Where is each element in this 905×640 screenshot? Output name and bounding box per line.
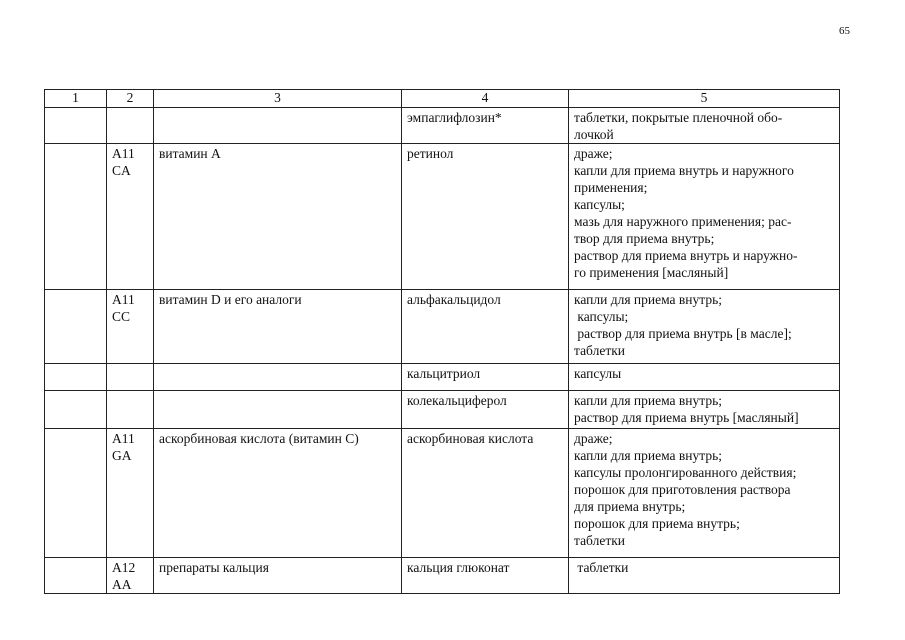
table-row bbox=[45, 429, 840, 558]
cell-col1 bbox=[45, 391, 107, 429]
cell-atc-code bbox=[107, 364, 154, 391]
form-line: таблетки bbox=[574, 560, 629, 575]
cell-group: аскорбиновая кислота (витамин С) bbox=[154, 429, 402, 558]
form-line: таблетки bbox=[574, 533, 626, 548]
cell-forms bbox=[569, 364, 840, 391]
cell-col1 bbox=[45, 558, 107, 594]
column-header-5: 5 bbox=[569, 90, 840, 108]
table-row bbox=[45, 290, 840, 364]
cell-forms bbox=[569, 108, 840, 144]
form-line: капсулы; bbox=[574, 197, 625, 212]
cell-drug-name: эмпаглифлозин* bbox=[402, 108, 569, 144]
form-line: применения; bbox=[574, 180, 648, 195]
atc-code-line: A11 bbox=[112, 146, 135, 161]
table-row bbox=[45, 144, 840, 290]
cell-atc-code bbox=[107, 290, 154, 364]
cell-forms bbox=[569, 290, 840, 364]
table-row bbox=[45, 364, 840, 391]
atc-code-line: CC bbox=[112, 309, 131, 324]
form-line: драже; bbox=[574, 146, 613, 161]
cell-drug-name: альфакальцидол bbox=[402, 290, 569, 364]
cell-forms bbox=[569, 429, 840, 558]
cell-drug-name: кальция глюконат bbox=[402, 558, 569, 594]
form-line: капсулы bbox=[574, 366, 622, 381]
atc-code-line: AA bbox=[112, 577, 132, 592]
cell-atc-code bbox=[107, 429, 154, 558]
form-line: раствор для приема внутрь [масляный] bbox=[574, 410, 799, 425]
cell-drug-name: колекальциферол bbox=[402, 391, 569, 429]
cell-drug-name: аскорбиновая кислота bbox=[402, 429, 569, 558]
atc-code-line: A11 bbox=[112, 431, 135, 446]
form-line: лочкой bbox=[574, 127, 614, 142]
table-header-row bbox=[45, 90, 840, 108]
cell-col1 bbox=[45, 108, 107, 144]
form-line: мазь для наружного применения; рас- bbox=[574, 214, 792, 229]
form-line: порошок для приема внутрь; bbox=[574, 516, 740, 531]
atc-code-line: A11 bbox=[112, 292, 135, 307]
cell-drug-name: ретинол bbox=[402, 144, 569, 290]
form-line: твор для приема внутрь; bbox=[574, 231, 715, 246]
column-header-2: 2 bbox=[107, 90, 154, 108]
cell-atc-code bbox=[107, 391, 154, 429]
cell-col1 bbox=[45, 144, 107, 290]
cell-atc-code bbox=[107, 144, 154, 290]
column-header-1: 1 bbox=[45, 90, 107, 108]
form-line: капли для приема внутрь; bbox=[574, 393, 722, 408]
cell-col1 bbox=[45, 429, 107, 558]
form-line: для приема внутрь; bbox=[574, 499, 686, 514]
form-line: капсулы; bbox=[574, 309, 629, 324]
cell-group bbox=[154, 391, 402, 429]
table-row bbox=[45, 558, 840, 594]
cell-forms bbox=[569, 144, 840, 290]
form-line: капли для приема внутрь; bbox=[574, 448, 722, 463]
column-header-4: 4 bbox=[402, 90, 569, 108]
atc-code-line: A12 bbox=[112, 560, 136, 575]
form-line: капли для приема внутрь и наружного bbox=[574, 163, 794, 178]
table-row bbox=[45, 108, 840, 144]
form-line: раствор для приема внутрь [в масле]; bbox=[574, 326, 792, 341]
form-line: драже; bbox=[574, 431, 613, 446]
cell-atc-code bbox=[107, 558, 154, 594]
form-line: порошок для приготовления раствора bbox=[574, 482, 791, 497]
drug-table bbox=[44, 89, 840, 594]
cell-drug-name: кальцитриол bbox=[402, 364, 569, 391]
cell-atc-code bbox=[107, 108, 154, 144]
cell-forms bbox=[569, 558, 840, 594]
table-row bbox=[45, 391, 840, 429]
cell-group bbox=[154, 108, 402, 144]
cell-col1 bbox=[45, 364, 107, 391]
cell-forms bbox=[569, 391, 840, 429]
form-line: таблетки, покрытые пленочной обо- bbox=[574, 110, 783, 125]
column-header-3: 3 bbox=[154, 90, 402, 108]
cell-col1 bbox=[45, 290, 107, 364]
form-line: таблетки bbox=[574, 343, 626, 358]
form-line: капли для приема внутрь; bbox=[574, 292, 722, 307]
cell-group bbox=[154, 364, 402, 391]
form-line: го применения [масляный] bbox=[574, 265, 729, 280]
atc-code-line: GA bbox=[112, 448, 132, 463]
cell-group: витамин А bbox=[154, 144, 402, 290]
form-line: раствор для приема внутрь и наружно- bbox=[574, 248, 798, 263]
atc-code-line: CA bbox=[112, 163, 131, 178]
cell-group: препараты кальция bbox=[154, 558, 402, 594]
page-number: 65 bbox=[839, 25, 850, 37]
cell-group: витамин D и его аналоги bbox=[154, 290, 402, 364]
form-line: капсулы пролонгированного действия; bbox=[574, 465, 797, 480]
